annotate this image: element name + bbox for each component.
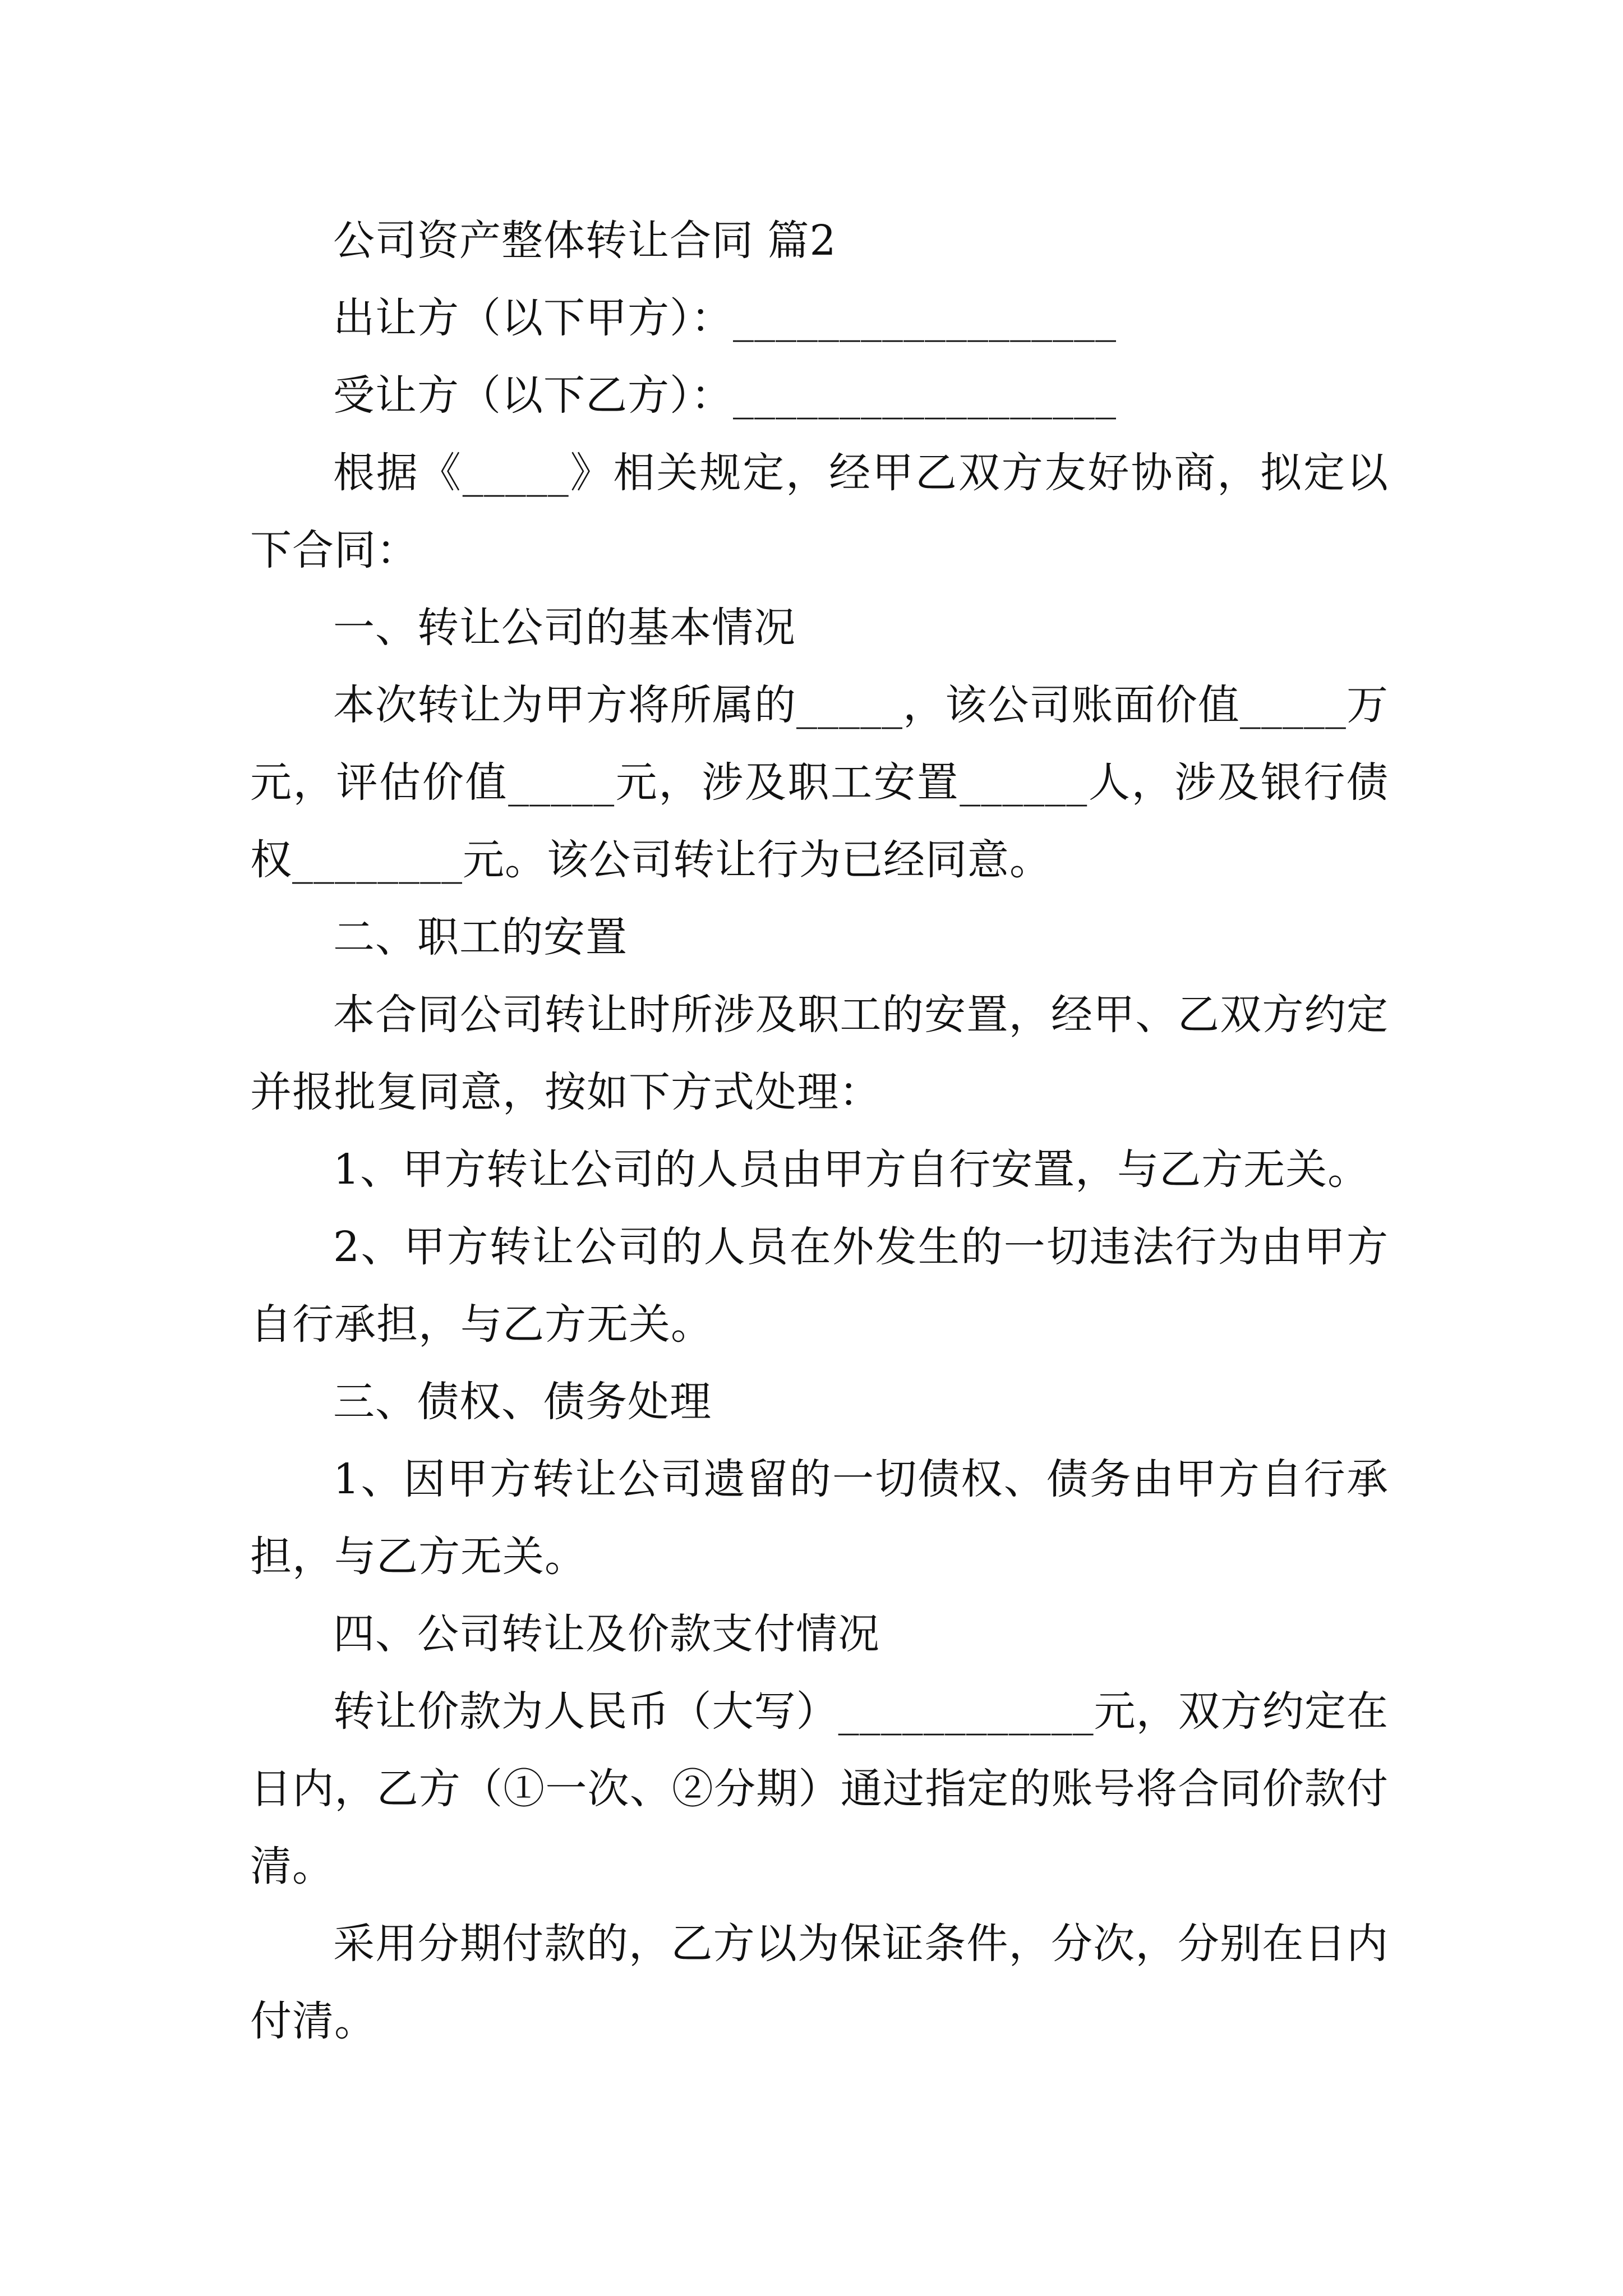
section-4-installment: 采用分期付款的，乙方以为保证条件，分次，分别在日内付清。 [250,1920,1389,2045]
section-heading-3: 三、债权、债务处理 [333,1378,712,1426]
preamble: 根据《_____》相关规定，经甲乙双方友好协商，拟定以下合同： [250,449,1389,574]
transferee-line: 受让方（以下乙方）：__________________ [333,371,1117,420]
section-2-body: 本合同公司转让时所涉及职工的安置，经甲、乙双方约定并报批复同意，按如下方式处理： [250,991,1389,1116]
section-heading-2: 二、职工的安置 [333,913,628,961]
contract-body [250,202,1389,2060]
section-1-body: 本次转让为甲方将所属的_____，该公司账面价值_____万元，评估价值_____元，涉及职工安置______人，涉及银行债权________元。该公司转让行为已经同意。 [250,681,1389,884]
section-4-body: 转让价款为人民币（大写）____________元，双方约定在日内，乙方（①一次、②分期）通过指定的账号将合同价款付清。 [250,1687,1389,1890]
transferor-line: 出让方（以下甲方）：__________________ [333,294,1117,342]
section-heading-1: 一、转让公司的基本情况 [333,604,796,652]
section-heading-4: 四、公司转让及价款支付情况 [333,1610,880,1658]
section-2-item-1: 1、甲方转让公司的人员由甲方自行安置，与乙方无关。 [333,1145,1370,1194]
document-title: 公司资产整体转让合同 篇2 [333,217,837,265]
section-2-item-2: 2、甲方转让公司的人员在外发生的一切违法行为由甲方自行承担，与乙方无关。 [250,1223,1389,1349]
section-3-item-1: 1、因甲方转让公司遗留的一切债权、债务由甲方自行承担，与乙方无关。 [250,1455,1389,1581]
